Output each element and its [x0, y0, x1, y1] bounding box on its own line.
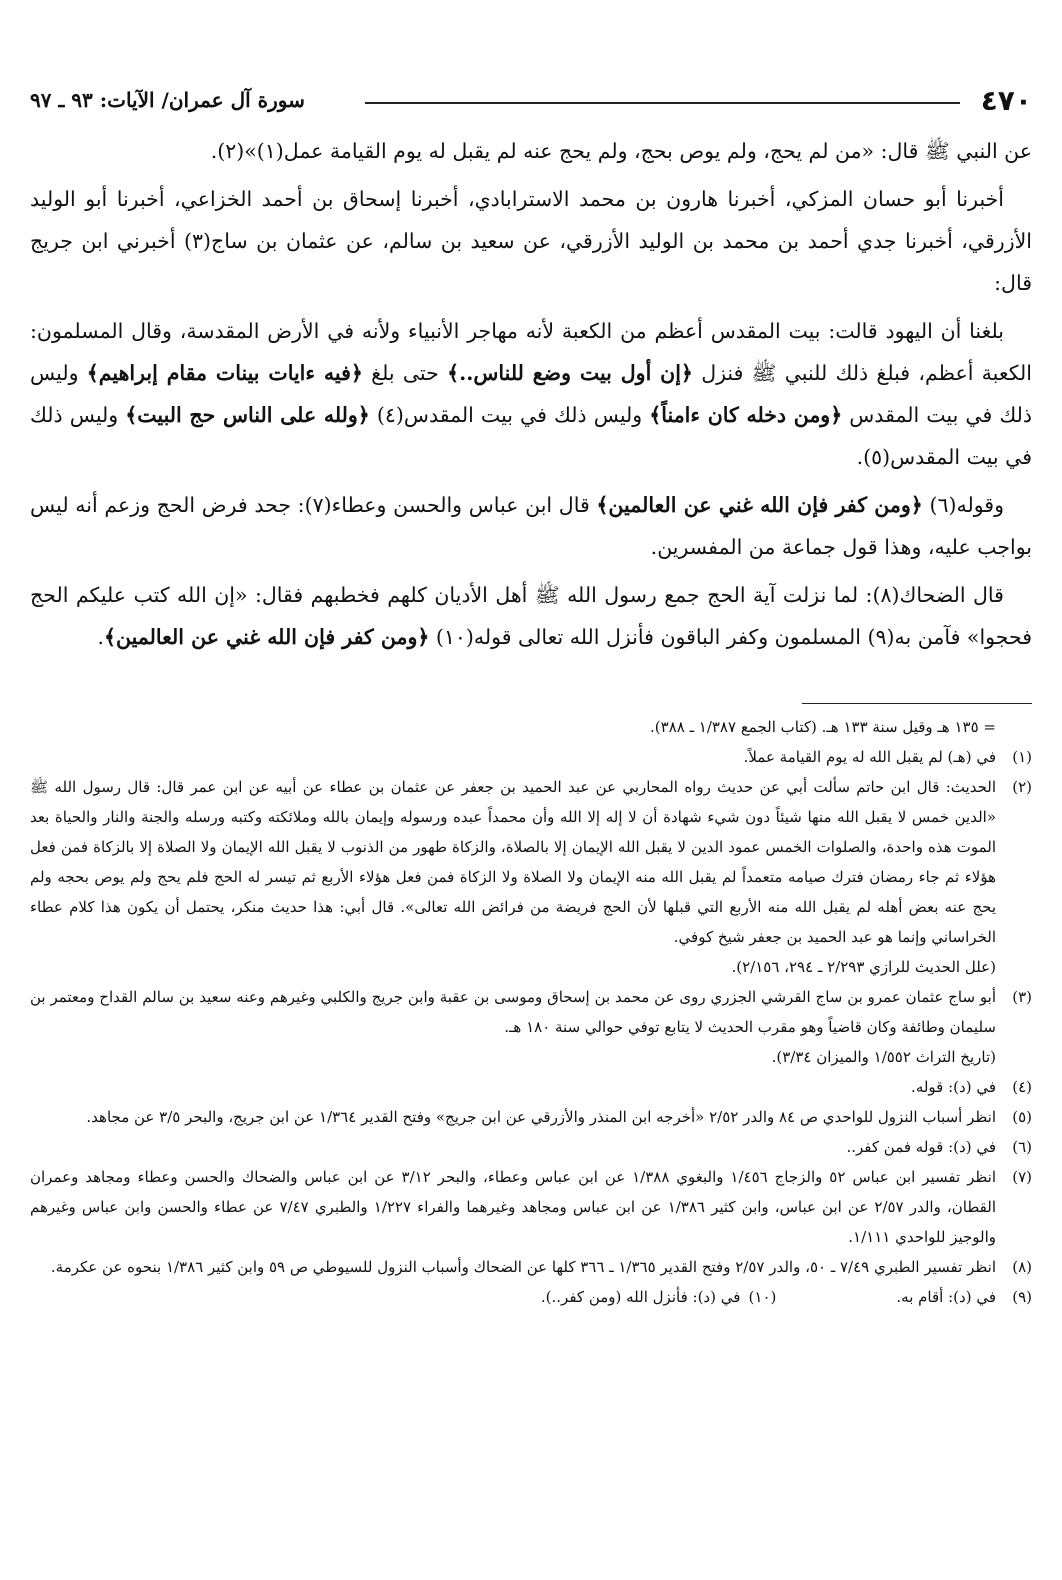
footnote-text: انظر أسباب النزول للواحدي ص ٨٤ والدر ٢/٥٢ «أخرجه ابن المنذر والأزرقي عن ابن جريج» وفتح القدير ١/٣٦٤ عن ابن جريج، والبحر ٣/٥ عن مجاهد.	[86, 1108, 996, 1126]
footnote-label: (٣)	[1012, 988, 1032, 1006]
paragraph-3-text-4: وليس ذلك في بيت المقدس(٤)	[369, 403, 650, 427]
footnote-label: (١)	[1012, 748, 1032, 766]
footnote-7	[30, 1162, 1032, 1252]
footnote-source-text: (علل الحديث للرازي ٢/٢٩٣ ـ ٢٩٤، ٢/١٥٦).	[731, 958, 996, 976]
header-rule	[365, 102, 960, 104]
page-number: ٤٧٠	[980, 84, 1032, 117]
footnote-continuation	[30, 712, 1032, 742]
footnote-source-text: (تاريخ التراث ١/٥٥٢ والميزان ٣/٣٤).	[771, 1048, 996, 1066]
quran-quote: ﴿ومن كفر فإن الله غني عن العالمين﴾	[596, 493, 923, 517]
paragraph-4	[30, 484, 1032, 568]
footnote-continuation-text: = ١٣٥ هـ وقيل سنة ١٣٣ هـ. (كتاب الجمع ١/٣٨٧ ـ ٣٨٨).	[650, 718, 996, 736]
footnote-2	[30, 772, 1032, 952]
footnote-label: (٧)	[1012, 1168, 1032, 1186]
paragraph-3	[30, 310, 1032, 478]
footnote-label: (٨)	[1012, 1258, 1032, 1276]
paragraph-4-text-1: وقوله(٦)	[922, 493, 1005, 517]
footnote-1	[30, 742, 1032, 772]
footnote-row-9-10	[30, 1282, 1032, 1312]
footnote-label: (٩)	[1012, 1288, 1032, 1306]
quran-quote: ﴿ومن كفر فإن الله غني عن العالمين﴾	[103, 625, 430, 649]
footnote-label: (٥)	[1012, 1108, 1032, 1126]
footnote-label: (٢)	[1012, 778, 1032, 796]
footnote-8	[30, 1252, 1032, 1282]
footnote-text: أبو ساج عثمان عمرو بن ساج القرشي الجزري روى عن محمد بن إسحاق وموسى بن عقبة وابن جريج والكلبي وغيرهم وعنه سعيد بن سالم القداح ومعتمر بن سليمان وطائفة وكان قاضياً وهو مقرب الحديث لا يتابع توفي حوالي سنة ١٨٠ هـ.	[30, 988, 996, 1036]
footnotes	[30, 712, 1032, 1312]
quran-quote: ﴿إن أول بيت وضع للناس..﴾	[447, 361, 693, 385]
footnote-text: في (د): قوله.	[911, 1078, 996, 1096]
footnote-3	[30, 982, 1032, 1042]
footnote-text: انظر تفسير ابن عباس ٥٢ والزجاج ١/٤٥٦ والبغوي ١/٣٨٨ عن ابن عباس وعطاء، والبحر ٣/١٢ عن ابن عباس والضحاك والحسن وعطاء ومجاهد وعمران القطان، والدر ٢/٥٧ عن ابن عباس، وابن كثير ١/٣٨٦ عن ابن عباس ومجاهد وغيرهما والفراء ١/٢٢٧ والطبري ٧/٤٧ عن عطاء والحسن وابن عباس وغيرهم والوجيز للواحدي ١/١١١.	[30, 1168, 997, 1246]
paragraph-2-text: أخبرنا أبو حسان المزكي، أخبرنا هارون بن محمد الاسترابادي، أخبرنا إسحاق بن أحمد الخزاعي، أخبرنا أبو الوليد الأزرقي، أخبرنا جدي أحمد بن محمد بن الوليد الأزرقي، عن سعيد بن سالم، عن عثمان بن ساج(٣) أخبرني ابن جريج قال:	[30, 187, 1032, 295]
quran-quote: ﴿ومن دخله كان ءامناً﴾	[649, 403, 843, 427]
footnote-4	[30, 1072, 1032, 1102]
paragraph-4-text-2: قال ابن عباس والحسن وعطاء(٧): جحد فرض الحج وزعم أنه ليس بواجب عليه، وهذا قول جماعة من المفسرين.	[30, 493, 1032, 559]
running-title: سورة آل عمران/ الآيات: ٩٣ ـ ٩٧	[30, 88, 305, 112]
footnote-9	[896, 1282, 1032, 1312]
paragraph-2	[30, 178, 1032, 304]
paragraph-3-text-5: وليس ذلك في بيت المقدس(٥).	[30, 403, 1032, 469]
paragraph-5-text-1: قال الضحاك(٨): لما نزلت آية الحج جمع رسول الله ﷺ أهل الأديان كلهم فخطبهم فقال: «إن الله كتب عليكم الحج فحجوا» فآمن به(٩) المسلمون وكفر الباقون فأنزل الله تعالى قوله(١٠)	[30, 583, 1032, 649]
paragraph-1-text: عن النبي ﷺ قال: «من لم يحج، ولم يوص بحج، ولم يحج عنه لم يقبل له يوم القيامة عمل(١)»(٢).	[210, 139, 1032, 163]
footnote-divider	[802, 703, 1032, 704]
footnote-6	[30, 1132, 1032, 1162]
quran-quote: ﴿فيه ءايات بينات مقام إبراهيم﴾	[86, 361, 363, 385]
footnote-label: (١٠)	[748, 1288, 777, 1306]
footnote-3-source	[30, 1042, 1032, 1072]
footnote-2-source	[30, 952, 1032, 982]
footnote-text: في (د): فأنزل الله (ومن كفر..).	[540, 1288, 741, 1306]
paragraph-5	[30, 574, 1032, 658]
paragraph-5-text-2: .	[97, 625, 104, 649]
footnote-label: (٦)	[1012, 1138, 1032, 1156]
footnote-text: في (هـ) لم يقبل الله له يوم القيامة عملاً.	[743, 748, 996, 766]
paragraph-1	[30, 130, 1032, 172]
paragraph-3-text-2: حتى بلغ	[362, 361, 448, 385]
footnote-label: (٤)	[1012, 1078, 1032, 1096]
main-text	[30, 130, 1032, 664]
footnote-text: في (د): قوله فمن كفر..	[846, 1138, 996, 1156]
footnote-10	[541, 1282, 777, 1312]
quran-quote: ﴿ولله على الناس حج البيت﴾	[125, 403, 370, 427]
footnote-text: الحديث: قال ابن حاتم سألت أبي عن حديث رواه المحاربي عن عبد الحميد بن جعفر عن عثمان بن عطاء عن أبيه عن ابن عمر قال: قال رسول الله ﷺ «الدين خمس لا يقبل الله منها شيئاً دون شيء شهادة أن لا إله إلا الله وأن محمداً عبده ورسوله وإيمان بالله وملائكته وكتبه ورسله والجنة والنار والحياة بعد الموت هذه واحدة، والصلوات الخمس عمود الدين لا يقبل الله الإيمان إلا بالصلاة، والزكاة طهور من الذنوب لا يقبل الله الإيمان ولا الصلاة إلا بالزكاة فمن فعل هؤلاء ثم جاء رمضان فترك صيامه متعمداً لم يقبل الله منه الإيمان ولا الصلاة ولا الزكاة فمن فعل هؤلاء الأربع ثم تيسر له الحج فلم يحج ولم يوص بحجه ولم يحج عنه بعض أهله لم يقبل الله منه الأربع التي قبلها لأن الحج فريضة من فرائض الله تعالى». قال أبي: هذا حديث منكر، يحتمل أن يكون هذا كلام عطاء الخراساني وإنما هو عبد الحميد بن جعفر شيخ كوفي.	[30, 778, 996, 946]
page-header	[30, 84, 1032, 124]
paragraph-3-text-1: بلغنا أن اليهود قالت: بيت المقدس أعظم من الكعبة لأنه مهاجر الأنبياء ولأنه في الأرض المقدسة، وقال المسلمون: الكعبة أعظم، فبلغ ذلك للنبي ﷺ فنزل	[30, 319, 1032, 385]
footnote-text: في (د): أقام به.	[896, 1288, 996, 1306]
paragraph-3-text-3: وليس ذلك في بيت المقدس	[30, 361, 1033, 427]
footnote-text: انظر تفسير الطبري ٧/٤٩ ـ ٥٠، والدر ٢/٥٧ وفتح القدير ١/٣٦٥ ـ ٣٦٦ كلها عن الضحاك وأسباب النزول للسيوطي ص ٥٩ وابن كثير ١/٣٨٦ بنحوه عن عكرمة.	[50, 1258, 996, 1276]
footnote-5	[30, 1102, 1032, 1132]
